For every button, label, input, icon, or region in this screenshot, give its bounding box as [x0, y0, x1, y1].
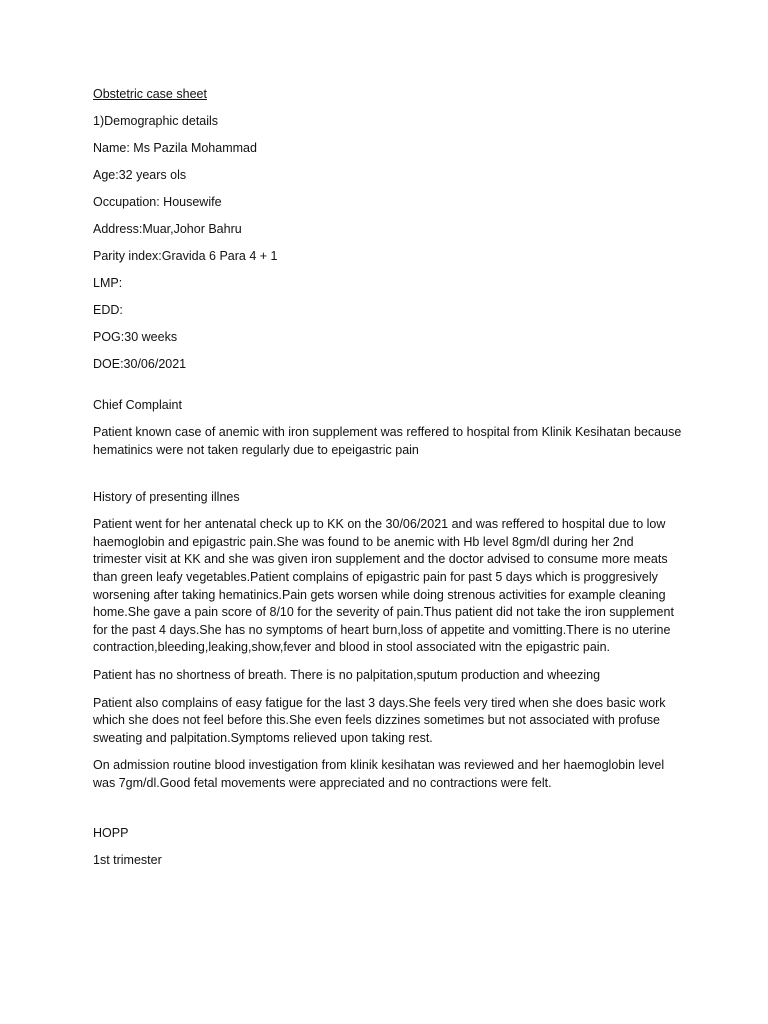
patient-address: Address:Muar,Johor Bahru [93, 222, 242, 236]
patient-occupation: Occupation: Housewife [93, 195, 222, 209]
chief-complaint-text: Patient known case of anemic with iron supplement was reffered to hospital from Klinik Kesihatan because hematinics were not taken regularly due to epeigastric pain [93, 425, 682, 457]
history-paragraph: Patient also complains of easy fatigue for the last 3 days.She feels very tired when she does basic work which she does not feel before this.She even feels dizzines sometimes but not associated with profuse sweating and palpitation.Symptoms relieved upon taking rest. [93, 695, 666, 745]
patient-name: Name: Ms Pazila Mohammad [93, 141, 257, 155]
parity-index: Parity index:Gravida 6 Para 4 + 1 [93, 249, 278, 263]
history-paragraph: Patient went for her antenatal check up to KK on the 30/06/2021 and was reffered to hospital due to low haemoglobin and epigastric pain.She was found to be anemic with Hb level 8gm/dl during her 2nd trimester visit at KK and she was given iron supplement and the doctor advised to consume more meats than green leafy vegetables.Patient complains of epigastric pain for past 5 days which is proggresively worsening after taking hematinics.Pain gets worsen while doing strenous activities for example cleaning home.She gave a pain score of 8/10 for the severity of pain.Thus patient did not take the iron supplement for the past 4 days.She has no symptoms of heart burn,loss of appetite and vomitting.There is no uterine contraction,bleeding,leaking,show,fever and blood in stool associated witn the epigastric pain. [93, 517, 674, 655]
first-trimester-heading: 1st trimester [93, 852, 162, 867]
pog-field: POG:30 weeks [93, 330, 178, 344]
history-paragraph: On admission routine blood investigation from klinik kesihatan was reviewed and her haemoglobin level was 7gm/dl.Good fetal movements were appreciated and no contractions were felt. [93, 758, 665, 790]
history-paragraph: Patient has no shortness of breath. There is no palpitation,sputum production and wheezing [93, 667, 601, 682]
lmp-field: LMP: [93, 276, 123, 290]
demographics-heading: 1)Demographic details [93, 114, 219, 128]
history-heading: History of presenting illnes [93, 490, 240, 505]
doe-field: DOE:30/06/2021 [93, 357, 187, 371]
patient-age: Age:32 years ols [93, 168, 187, 182]
document-page [93, 86, 683, 879]
chief-complaint-heading: Chief Complaint [93, 398, 182, 412]
document-title: Obstetric case sheet [93, 87, 207, 101]
edd-field: EDD: [93, 303, 123, 317]
hopp-heading: HOPP [93, 825, 129, 840]
